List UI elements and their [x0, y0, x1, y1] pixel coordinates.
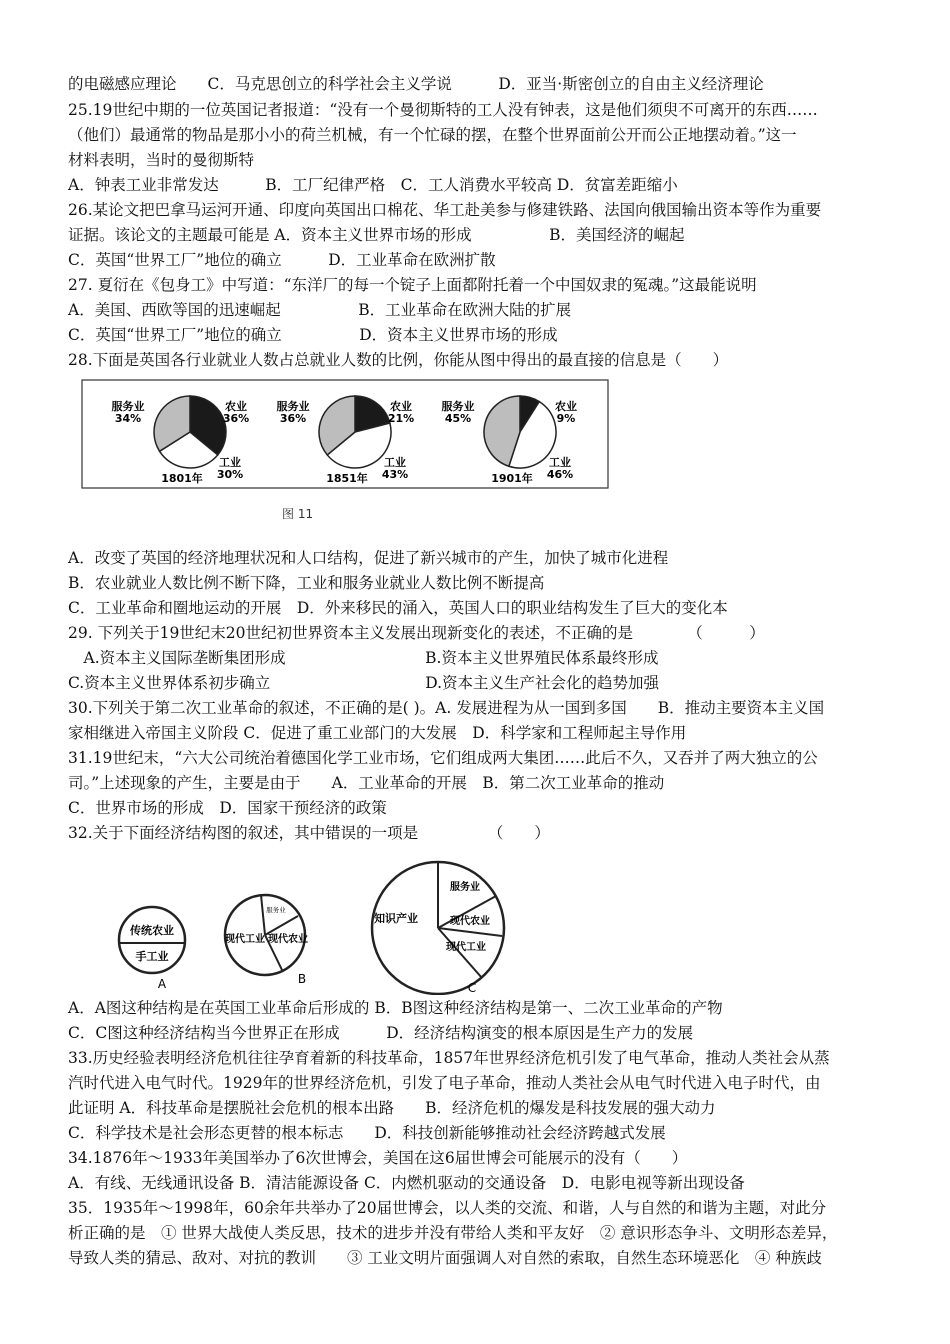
slice-label: 工业 — [219, 456, 241, 469]
text-line: C．英国“世界工厂”地位的确立 D．工业革命在欧洲扩散 — [68, 251, 496, 269]
text-line: 司。”上述现象的产生，主要是由于 A．工业革命的开展 B．第二次工业革命的推动 — [68, 774, 665, 792]
label-a-letter: A — [157, 977, 167, 991]
text-line: 35．1935年～1998年，60余年共举办了20届世博会，以人类的交流、和谐，人与自然的和谐为主题，对此分 — [68, 1199, 827, 1217]
text-line: 证据。该论文的主题最可能是 A．资本主义世界市场的形成 B．美国经济的崛起 — [68, 226, 685, 244]
text-line: A．改变了英国的经济地理状况和人口结构，促进了新兴城市的产生，加快了城市化进程 — [68, 549, 669, 567]
label-c-top: 服务业 — [450, 882, 480, 893]
slice-value-label: 36% — [222, 412, 250, 425]
text-line: C．C图这种经济结构当今世界正在形成 D．经济结构演变的根本原因是生产力的发展 — [68, 1024, 694, 1042]
text-line: C．工业革命和圈地运动的开展 D．外来移民的涌入，英国人口的职业结构发生了巨大的变化本 — [68, 599, 728, 617]
text-line: 析正确的是 ① 世界大战使人类反思，技术的进步并没有带给人类和平友好 ② 意识形态争斗、文明形态差异， — [68, 1224, 838, 1242]
text-line: C．科学技术是社会形态更替的根本标志 D．科技创新能够推动社会经济跨越式发展 — [68, 1124, 666, 1142]
text-line: 导致人类的猜忌、敌对、对抗的教训 ③ 工业文明片面强调人对自然的索取，自然生态环境恶化 ④ 种族歧 — [68, 1249, 822, 1267]
text-line: B．农业就业人数比例不断下降，工业和服务业就业人数比例不断提高 — [68, 574, 545, 592]
slice-value-label: 45% — [444, 412, 472, 425]
text-line: 此证明 A．科技革命是摆脱社会危机的根本出路 B．经济危机的爆发是科技发展的强大动力 — [68, 1099, 716, 1117]
text-line: 27. 夏衍在《包身工》中写道：“东洋厂的每一个锭子上面都附托着一个中国奴隶的冤魂。”这最能说明 — [68, 276, 757, 294]
pie-1851年 — [277, 396, 415, 485]
label-c-left: 知识产业 — [374, 912, 418, 925]
text-line: 28.下面是英国各行业就业人数占总就业人数的比例，你能从图中得出的最直接的信息是（ ） — [68, 351, 729, 369]
slice-label: 工业 — [384, 456, 406, 469]
pie-1801年 — [112, 396, 250, 485]
text-line: 汽时代进入电气时代。1929年的世界经济危机，引发了电子革命，推动人类社会从电气时代进入电子时代，由 — [68, 1074, 821, 1092]
text-line: C.资本主义世界体系初步确立 D.资本主义生产社会化的趋势加强 — [68, 674, 660, 692]
text-line: 30.下列关于第二次工业革命的叙述，不正确的是( )。A. 发展进程为从一国到多国 B．推动主要资本主义国 — [68, 699, 825, 717]
pie-year-label: 1851年 — [326, 472, 368, 485]
slice-label: 农业 — [390, 400, 412, 413]
label-b-left: 现代工业 — [225, 934, 265, 945]
text-line: 31.19世纪末，“六大公司统治着德国化学工业市场，它们组成两大集团……此后不久，又吞并了两大独立的公 — [68, 749, 818, 767]
label-c-mid: 现代农业 — [450, 916, 490, 927]
figure-32-economic-structure — [100, 850, 520, 995]
label-c-bottom: 现代工业 — [446, 942, 486, 953]
slice-value-label: 46% — [546, 468, 574, 481]
label-c-letter: C — [467, 981, 477, 995]
slice-label: 工业 — [549, 456, 571, 469]
pie-1901年 — [442, 396, 578, 485]
text-line: A．钟表工业非常发达 B．工厂纪律严格 C．工人消费水平较高 D．贫富差距缩小 — [68, 176, 678, 194]
slice-label: 农业 — [555, 400, 577, 413]
text-line: 的电磁感应理论 C．马克思创立的科学社会主义学说 D．亚当·斯密创立的自由主义经济理论 — [68, 75, 764, 93]
slice-value-label: 9% — [556, 412, 576, 425]
text-line: （他们）最通常的物品是那小小的荷兰机械，有一个忙碌的摆，在整个世界面前公开而公正地摆动着。”这一 — [68, 126, 797, 144]
text-line: 材料表明，当时的曼彻斯特 — [68, 151, 255, 169]
text-line: A．有线、无线通讯设备 B．清洁能源设备 C．内燃机驱动的交通设备 D．电影电视等新出现设备 — [68, 1174, 745, 1192]
slice-label: 服务业 — [276, 400, 310, 413]
figure-caption: 图 11 — [282, 507, 314, 521]
slice-value-label: 21% — [387, 412, 415, 425]
text-line: A.资本主义国际垄断集团形成 B.资本主义世界殖民体系最终形成 — [68, 649, 659, 667]
text-line: C．英国“世界工厂”地位的确立 D．资本主义世界市场的形成 — [68, 326, 558, 344]
text-line: 33.历史经验表明经济危机往往孕育着新的科技革命，1857年世界经济危机引发了电气革命，推动人类社会从蒸 — [68, 1049, 830, 1067]
slice-value-label: 34% — [114, 412, 142, 425]
label-b-letter: B — [297, 972, 307, 986]
figure-11-employment-pies — [80, 376, 620, 526]
slice-value-label: 43% — [381, 468, 409, 481]
slice-value-label: 30% — [216, 468, 244, 481]
text-line: 家相继进入帝国主义阶段 C．促进了重工业部门的大发展 D．科学家和工程师起主导作用 — [68, 724, 687, 742]
text-line: 26.某论文把巴拿马运河开通、印度向英国出口棉花、华工赴美参与修建铁路、法国向俄国输出资本等作为重要 — [68, 201, 822, 219]
slice-value-label: 36% — [279, 412, 307, 425]
text-line: 32.关于下面经济结构图的叙述，其中错误的一项是 （ ） — [68, 824, 550, 842]
diagram-c — [372, 862, 504, 995]
label-b-right: 现代农业 — [268, 934, 308, 945]
text-line: 25.19世纪中期的一位英国记者报道：“没有一个曼彻斯特的工人没有钟表，这是他们须臾不可离开的东西…… — [68, 101, 818, 119]
label-a-top: 传统农业 — [130, 924, 174, 937]
label-b-top: 服务业 — [266, 906, 286, 914]
pie-year-label: 1801年 — [161, 472, 203, 485]
slice-label: 服务业 — [441, 400, 475, 413]
slice-label: 服务业 — [111, 400, 145, 413]
slice-label: 农业 — [225, 400, 247, 413]
text-line: A．A图这种结构是在英国工业革命后形成的 B．B图这种经济结构是第一、二次工业革命的产物 — [68, 999, 723, 1017]
text-line: 29. 下列关于19世纪末20世纪初世界资本主义发展出现新变化的表述，不正确的是 （ ） — [68, 624, 765, 642]
diagram-a — [119, 907, 185, 991]
label-a-bottom: 手工业 — [135, 950, 169, 963]
text-line: C．世界市场的形成 D．国家干预经济的政策 — [68, 799, 387, 817]
text-line: 34.1876年～1933年美国举办了6次世博会，美国在这6届世博会可能展示的没有（ ） — [68, 1149, 688, 1167]
diagram-b — [224, 895, 308, 986]
pie-year-label: 1901年 — [491, 472, 533, 485]
text-line: A．美国、西欧等国的迅速崛起 B．工业革命在欧洲大陆的扩展 — [68, 301, 572, 319]
